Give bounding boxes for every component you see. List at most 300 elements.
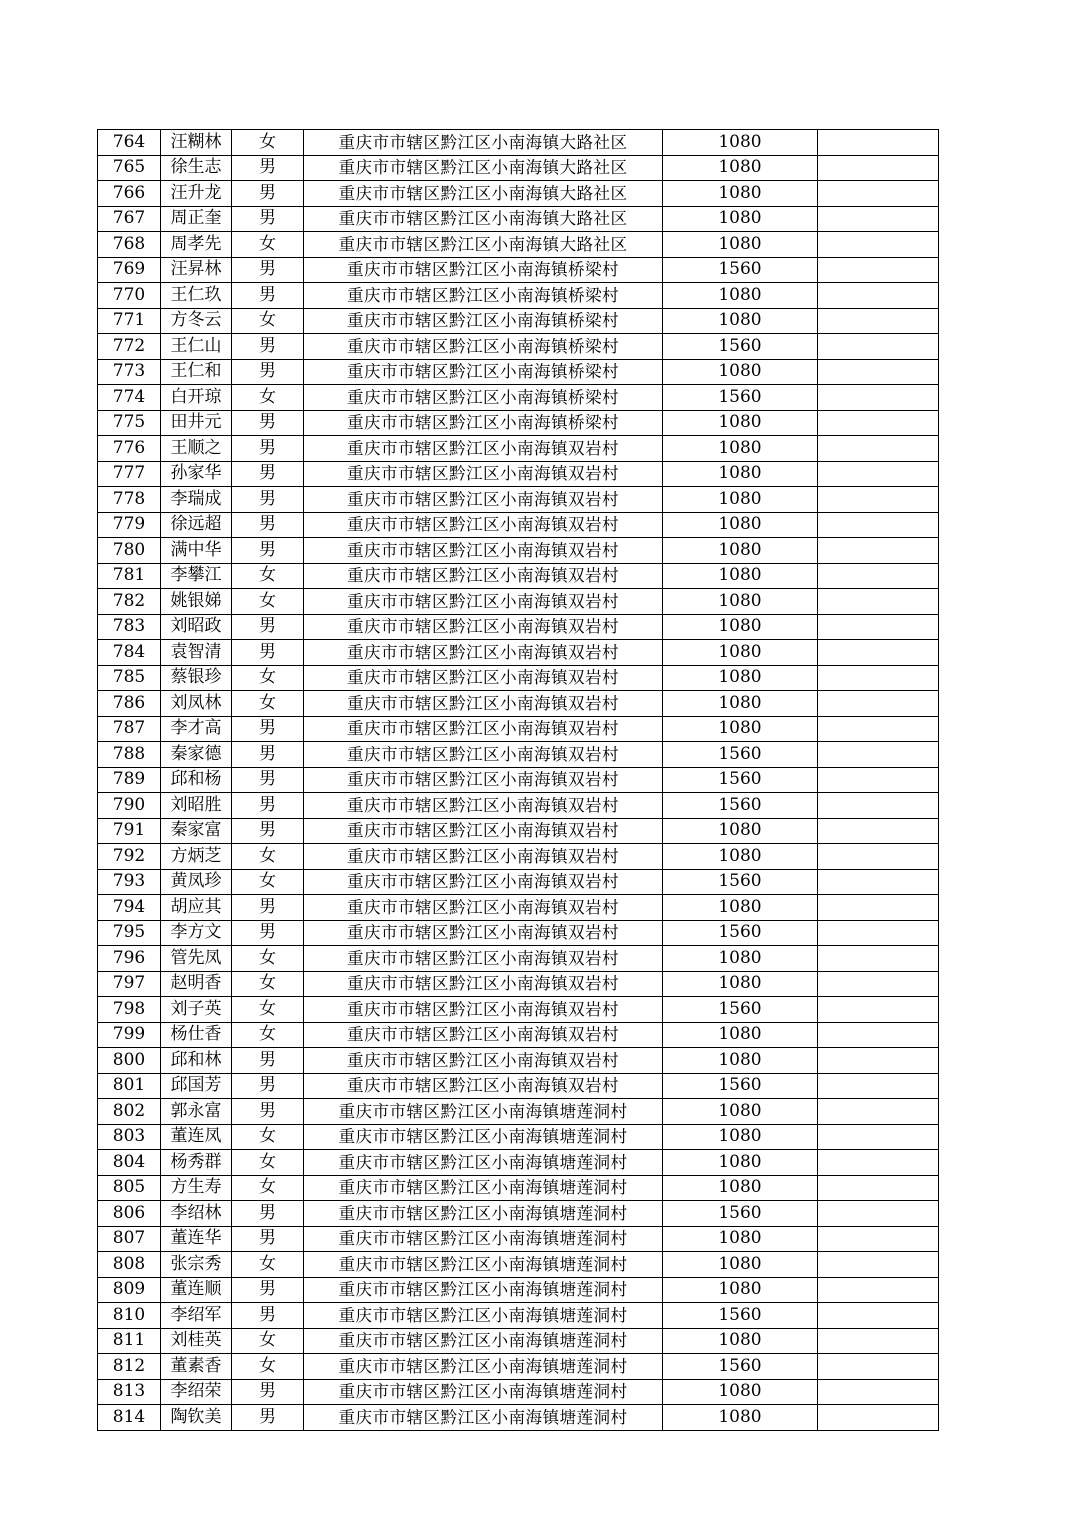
address-cell: 重庆市市辖区黔江区小南海镇桥梁村 [304, 308, 663, 334]
row-number-cell: 788 [98, 742, 161, 768]
amount-cell: 1080 [663, 283, 818, 309]
row-number-cell: 774 [98, 385, 161, 411]
remark-cell [818, 1328, 939, 1354]
person-name-cell: 王仁山 [161, 334, 232, 360]
address-cell: 重庆市市辖区黔江区小南海镇塘莲洞村 [304, 1150, 663, 1176]
gender-cell: 男 [232, 359, 304, 385]
address-cell: 重庆市市辖区黔江区小南海镇双岩村 [304, 716, 663, 742]
row-number-cell: 767 [98, 206, 161, 232]
table-row [98, 538, 939, 564]
person-name-cell: 周孝先 [161, 232, 232, 258]
address-cell: 重庆市市辖区黔江区小南海镇双岩村 [304, 461, 663, 487]
address-cell: 重庆市市辖区黔江区小南海镇桥梁村 [304, 334, 663, 360]
gender-cell: 女 [232, 1150, 304, 1176]
gender-cell: 女 [232, 589, 304, 615]
row-number-cell: 798 [98, 997, 161, 1023]
table-row [98, 283, 939, 309]
gender-cell: 男 [232, 742, 304, 768]
person-name-cell: 徐生志 [161, 155, 232, 181]
person-name-cell: 董连凤 [161, 1124, 232, 1150]
address-cell: 重庆市市辖区黔江区小南海镇大路社区 [304, 232, 663, 258]
remark-cell [818, 614, 939, 640]
address-cell: 重庆市市辖区黔江区小南海镇双岩村 [304, 1048, 663, 1074]
amount-cell: 1560 [663, 793, 818, 819]
table-row [98, 1328, 939, 1354]
table-row [98, 155, 939, 181]
table-row [98, 487, 939, 513]
row-number-cell: 806 [98, 1201, 161, 1227]
gender-cell: 男 [232, 614, 304, 640]
person-name-cell: 李绍军 [161, 1303, 232, 1329]
table-row [98, 130, 939, 156]
row-number-cell: 808 [98, 1252, 161, 1278]
row-number-cell: 794 [98, 895, 161, 921]
person-name-cell: 王仁玖 [161, 283, 232, 309]
amount-cell: 1080 [663, 1175, 818, 1201]
amount-cell: 1560 [663, 257, 818, 283]
gender-cell: 男 [232, 1405, 304, 1431]
table-row [98, 716, 939, 742]
remark-cell [818, 665, 939, 691]
table-row [98, 1201, 939, 1227]
gender-cell: 女 [232, 563, 304, 589]
remark-cell [818, 793, 939, 819]
amount-cell: 1560 [663, 742, 818, 768]
row-number-cell: 785 [98, 665, 161, 691]
gender-cell: 男 [232, 640, 304, 666]
gender-cell: 女 [232, 1124, 304, 1150]
amount-cell: 1560 [663, 385, 818, 411]
address-cell: 重庆市市辖区黔江区小南海镇桥梁村 [304, 359, 663, 385]
address-cell: 重庆市市辖区黔江区小南海镇桥梁村 [304, 257, 663, 283]
person-name-cell: 刘昭政 [161, 614, 232, 640]
row-number-cell: 792 [98, 844, 161, 870]
table-row [98, 1379, 939, 1405]
amount-cell: 1080 [663, 206, 818, 232]
row-number-cell: 803 [98, 1124, 161, 1150]
person-name-cell: 方炳芝 [161, 844, 232, 870]
address-cell: 重庆市市辖区黔江区小南海镇塘莲洞村 [304, 1379, 663, 1405]
table-row [98, 334, 939, 360]
row-number-cell: 787 [98, 716, 161, 742]
table-row [98, 691, 939, 717]
amount-cell: 1560 [663, 767, 818, 793]
address-cell: 重庆市市辖区黔江区小南海镇双岩村 [304, 1022, 663, 1048]
person-name-cell: 王顺之 [161, 436, 232, 462]
table-row [98, 308, 939, 334]
gender-cell: 男 [232, 818, 304, 844]
remark-cell [818, 1175, 939, 1201]
gender-cell: 女 [232, 997, 304, 1023]
row-number-cell: 786 [98, 691, 161, 717]
gender-cell: 女 [232, 130, 304, 156]
row-number-cell: 791 [98, 818, 161, 844]
person-name-cell: 李绍林 [161, 1201, 232, 1227]
amount-cell: 1560 [663, 334, 818, 360]
address-cell: 重庆市市辖区黔江区小南海镇双岩村 [304, 487, 663, 513]
address-cell: 重庆市市辖区黔江区小南海镇双岩村 [304, 844, 663, 870]
amount-cell: 1080 [663, 181, 818, 207]
amount-cell: 1080 [663, 1226, 818, 1252]
table-row [98, 818, 939, 844]
table-row [98, 1124, 939, 1150]
row-number-cell: 769 [98, 257, 161, 283]
amount-cell: 1560 [663, 920, 818, 946]
person-name-cell: 周正奎 [161, 206, 232, 232]
table-row [98, 1048, 939, 1074]
remark-cell [818, 487, 939, 513]
amount-cell: 1080 [663, 1150, 818, 1176]
row-number-cell: 780 [98, 538, 161, 564]
person-name-cell: 满中华 [161, 538, 232, 564]
table-row [98, 614, 939, 640]
person-name-cell: 李才高 [161, 716, 232, 742]
table-row [98, 410, 939, 436]
amount-cell: 1080 [663, 818, 818, 844]
gender-cell: 女 [232, 232, 304, 258]
table-row [98, 1073, 939, 1099]
person-name-cell: 邱国芳 [161, 1073, 232, 1099]
remark-cell [818, 308, 939, 334]
person-name-cell: 孙家华 [161, 461, 232, 487]
remark-cell [818, 1303, 939, 1329]
amount-cell: 1560 [663, 1354, 818, 1380]
remark-cell [818, 1150, 939, 1176]
row-number-cell: 797 [98, 971, 161, 997]
address-cell: 重庆市市辖区黔江区小南海镇双岩村 [304, 997, 663, 1023]
address-cell: 重庆市市辖区黔江区小南海镇塘莲洞村 [304, 1099, 663, 1125]
table-row [98, 563, 939, 589]
gender-cell: 男 [232, 410, 304, 436]
amount-cell: 1560 [663, 1073, 818, 1099]
address-cell: 重庆市市辖区黔江区小南海镇双岩村 [304, 538, 663, 564]
amount-cell: 1080 [663, 538, 818, 564]
table-row [98, 1175, 939, 1201]
gender-cell: 女 [232, 1175, 304, 1201]
amount-cell: 1080 [663, 1379, 818, 1405]
row-number-cell: 775 [98, 410, 161, 436]
amount-cell: 1080 [663, 359, 818, 385]
person-name-cell: 汪糊林 [161, 130, 232, 156]
gender-cell: 男 [232, 257, 304, 283]
person-name-cell: 刘昭胜 [161, 793, 232, 819]
table-row [98, 793, 939, 819]
row-number-cell: 814 [98, 1405, 161, 1431]
remark-cell [818, 946, 939, 972]
person-name-cell: 袁智清 [161, 640, 232, 666]
person-name-cell: 杨秀群 [161, 1150, 232, 1176]
table-row [98, 359, 939, 385]
address-cell: 重庆市市辖区黔江区小南海镇双岩村 [304, 946, 663, 972]
row-number-cell: 768 [98, 232, 161, 258]
gender-cell: 男 [232, 283, 304, 309]
table-row [98, 1099, 939, 1125]
row-number-cell: 793 [98, 869, 161, 895]
gender-cell: 男 [232, 512, 304, 538]
remark-cell [818, 844, 939, 870]
remark-cell [818, 181, 939, 207]
remark-cell [818, 920, 939, 946]
remark-cell [818, 767, 939, 793]
amount-cell: 1080 [663, 895, 818, 921]
gender-cell: 男 [232, 895, 304, 921]
amount-cell: 1560 [663, 1201, 818, 1227]
gender-cell: 男 [232, 155, 304, 181]
row-number-cell: 781 [98, 563, 161, 589]
table-row [98, 971, 939, 997]
gender-cell: 男 [232, 767, 304, 793]
row-number-cell: 805 [98, 1175, 161, 1201]
remark-cell [818, 130, 939, 156]
row-number-cell: 771 [98, 308, 161, 334]
amount-cell: 1080 [663, 691, 818, 717]
amount-cell: 1080 [663, 436, 818, 462]
person-name-cell: 邱和林 [161, 1048, 232, 1074]
row-number-cell: 809 [98, 1277, 161, 1303]
amount-cell: 1560 [663, 869, 818, 895]
address-cell: 重庆市市辖区黔江区小南海镇双岩村 [304, 589, 663, 615]
remark-cell [818, 563, 939, 589]
table-row [98, 181, 939, 207]
remark-cell [818, 1124, 939, 1150]
gender-cell: 男 [232, 1099, 304, 1125]
person-name-cell: 张宗秀 [161, 1252, 232, 1278]
address-cell: 重庆市市辖区黔江区小南海镇双岩村 [304, 1073, 663, 1099]
subsidy-roster-table [97, 129, 939, 1431]
person-name-cell: 徐远超 [161, 512, 232, 538]
table-row [98, 640, 939, 666]
gender-cell: 男 [232, 1048, 304, 1074]
gender-cell: 男 [232, 1303, 304, 1329]
person-name-cell: 杨仕香 [161, 1022, 232, 1048]
person-name-cell: 刘桂英 [161, 1328, 232, 1354]
remark-cell [818, 1277, 939, 1303]
table-row [98, 436, 939, 462]
row-number-cell: 789 [98, 767, 161, 793]
person-name-cell: 蔡银珍 [161, 665, 232, 691]
table-row [98, 512, 939, 538]
remark-cell [818, 691, 939, 717]
row-number-cell: 812 [98, 1354, 161, 1380]
table-row [98, 767, 939, 793]
person-name-cell: 李方文 [161, 920, 232, 946]
row-number-cell: 782 [98, 589, 161, 615]
amount-cell: 1080 [663, 1252, 818, 1278]
gender-cell: 女 [232, 1354, 304, 1380]
table-row [98, 257, 939, 283]
person-name-cell: 姚银娣 [161, 589, 232, 615]
row-number-cell: 764 [98, 130, 161, 156]
person-name-cell: 李绍荣 [161, 1379, 232, 1405]
row-number-cell: 813 [98, 1379, 161, 1405]
row-number-cell: 800 [98, 1048, 161, 1074]
person-name-cell: 董连华 [161, 1226, 232, 1252]
gender-cell: 男 [232, 1073, 304, 1099]
address-cell: 重庆市市辖区黔江区小南海镇双岩村 [304, 436, 663, 462]
table-row [98, 206, 939, 232]
person-name-cell: 郭永富 [161, 1099, 232, 1125]
address-cell: 重庆市市辖区黔江区小南海镇塘莲洞村 [304, 1252, 663, 1278]
person-name-cell: 黄凤珍 [161, 869, 232, 895]
remark-cell [818, 869, 939, 895]
row-number-cell: 790 [98, 793, 161, 819]
gender-cell: 男 [232, 1226, 304, 1252]
amount-cell: 1080 [663, 614, 818, 640]
row-number-cell: 766 [98, 181, 161, 207]
row-number-cell: 784 [98, 640, 161, 666]
amount-cell: 1560 [663, 997, 818, 1023]
amount-cell: 1080 [663, 1405, 818, 1431]
gender-cell: 男 [232, 334, 304, 360]
row-number-cell: 799 [98, 1022, 161, 1048]
address-cell: 重庆市市辖区黔江区小南海镇塘莲洞村 [304, 1175, 663, 1201]
table-row [98, 844, 939, 870]
person-name-cell: 方生寿 [161, 1175, 232, 1201]
table-row [98, 920, 939, 946]
table-row [98, 997, 939, 1023]
remark-cell [818, 589, 939, 615]
table-row [98, 895, 939, 921]
table-row [98, 1252, 939, 1278]
remark-cell [818, 1022, 939, 1048]
remark-cell [818, 895, 939, 921]
gender-cell: 男 [232, 920, 304, 946]
person-name-cell: 董连顺 [161, 1277, 232, 1303]
address-cell: 重庆市市辖区黔江区小南海镇塘莲洞村 [304, 1277, 663, 1303]
address-cell: 重庆市市辖区黔江区小南海镇塘莲洞村 [304, 1226, 663, 1252]
person-name-cell: 刘子英 [161, 997, 232, 1023]
gender-cell: 男 [232, 181, 304, 207]
amount-cell: 1080 [663, 461, 818, 487]
remark-cell [818, 1354, 939, 1380]
address-cell: 重庆市市辖区黔江区小南海镇双岩村 [304, 767, 663, 793]
amount-cell: 1080 [663, 563, 818, 589]
amount-cell: 1080 [663, 130, 818, 156]
remark-cell [818, 997, 939, 1023]
remark-cell [818, 232, 939, 258]
table-row [98, 946, 939, 972]
amount-cell: 1560 [663, 1303, 818, 1329]
remark-cell [818, 1226, 939, 1252]
row-number-cell: 770 [98, 283, 161, 309]
gender-cell: 女 [232, 308, 304, 334]
table-row [98, 385, 939, 411]
address-cell: 重庆市市辖区黔江区小南海镇双岩村 [304, 665, 663, 691]
table-row [98, 232, 939, 258]
table-row [98, 589, 939, 615]
person-name-cell: 李瑞成 [161, 487, 232, 513]
address-cell: 重庆市市辖区黔江区小南海镇塘莲洞村 [304, 1303, 663, 1329]
address-cell: 重庆市市辖区黔江区小南海镇双岩村 [304, 818, 663, 844]
remark-cell [818, 155, 939, 181]
gender-cell: 男 [232, 1277, 304, 1303]
remark-cell [818, 1252, 939, 1278]
remark-cell [818, 257, 939, 283]
address-cell: 重庆市市辖区黔江区小南海镇塘莲洞村 [304, 1405, 663, 1431]
person-name-cell: 秦家富 [161, 818, 232, 844]
row-number-cell: 811 [98, 1328, 161, 1354]
address-cell: 重庆市市辖区黔江区小南海镇大路社区 [304, 206, 663, 232]
remark-cell [818, 1048, 939, 1074]
address-cell: 重庆市市辖区黔江区小南海镇双岩村 [304, 869, 663, 895]
remark-cell [818, 283, 939, 309]
address-cell: 重庆市市辖区黔江区小南海镇双岩村 [304, 895, 663, 921]
gender-cell: 男 [232, 436, 304, 462]
remark-cell [818, 742, 939, 768]
address-cell: 重庆市市辖区黔江区小南海镇桥梁村 [304, 385, 663, 411]
remark-cell [818, 716, 939, 742]
address-cell: 重庆市市辖区黔江区小南海镇双岩村 [304, 920, 663, 946]
amount-cell: 1080 [663, 155, 818, 181]
row-number-cell: 776 [98, 436, 161, 462]
gender-cell: 男 [232, 716, 304, 742]
row-number-cell: 810 [98, 1303, 161, 1329]
table-row [98, 742, 939, 768]
amount-cell: 1080 [663, 512, 818, 538]
address-cell: 重庆市市辖区黔江区小南海镇大路社区 [304, 130, 663, 156]
address-cell: 重庆市市辖区黔江区小南海镇双岩村 [304, 971, 663, 997]
gender-cell: 男 [232, 1201, 304, 1227]
address-cell: 重庆市市辖区黔江区小南海镇大路社区 [304, 155, 663, 181]
row-number-cell: 773 [98, 359, 161, 385]
amount-cell: 1080 [663, 308, 818, 334]
person-name-cell: 李攀江 [161, 563, 232, 589]
gender-cell: 女 [232, 1022, 304, 1048]
gender-cell: 女 [232, 844, 304, 870]
remark-cell [818, 359, 939, 385]
person-name-cell: 邱和杨 [161, 767, 232, 793]
amount-cell: 1080 [663, 1048, 818, 1074]
row-number-cell: 807 [98, 1226, 161, 1252]
amount-cell: 1080 [663, 1328, 818, 1354]
person-name-cell: 董素香 [161, 1354, 232, 1380]
address-cell: 重庆市市辖区黔江区小南海镇塘莲洞村 [304, 1328, 663, 1354]
amount-cell: 1080 [663, 589, 818, 615]
table-row [98, 665, 939, 691]
address-cell: 重庆市市辖区黔江区小南海镇双岩村 [304, 742, 663, 768]
amount-cell: 1080 [663, 410, 818, 436]
remark-cell [818, 818, 939, 844]
row-number-cell: 796 [98, 946, 161, 972]
address-cell: 重庆市市辖区黔江区小南海镇塘莲洞村 [304, 1201, 663, 1227]
gender-cell: 男 [232, 461, 304, 487]
gender-cell: 女 [232, 1328, 304, 1354]
amount-cell: 1080 [663, 487, 818, 513]
amount-cell: 1080 [663, 716, 818, 742]
table-row [98, 1354, 939, 1380]
gender-cell: 男 [232, 538, 304, 564]
amount-cell: 1080 [663, 1124, 818, 1150]
amount-cell: 1080 [663, 232, 818, 258]
table-row [98, 1150, 939, 1176]
remark-cell [818, 640, 939, 666]
remark-cell [818, 410, 939, 436]
remark-cell [818, 461, 939, 487]
gender-cell: 女 [232, 691, 304, 717]
amount-cell: 1080 [663, 665, 818, 691]
person-name-cell: 管先凤 [161, 946, 232, 972]
address-cell: 重庆市市辖区黔江区小南海镇双岩村 [304, 512, 663, 538]
person-name-cell: 陶钦美 [161, 1405, 232, 1431]
address-cell: 重庆市市辖区黔江区小南海镇双岩村 [304, 563, 663, 589]
amount-cell: 1080 [663, 1022, 818, 1048]
remark-cell [818, 1379, 939, 1405]
remark-cell [818, 385, 939, 411]
remark-cell [818, 1201, 939, 1227]
table-row [98, 1303, 939, 1329]
person-name-cell: 王仁和 [161, 359, 232, 385]
person-name-cell: 胡应其 [161, 895, 232, 921]
